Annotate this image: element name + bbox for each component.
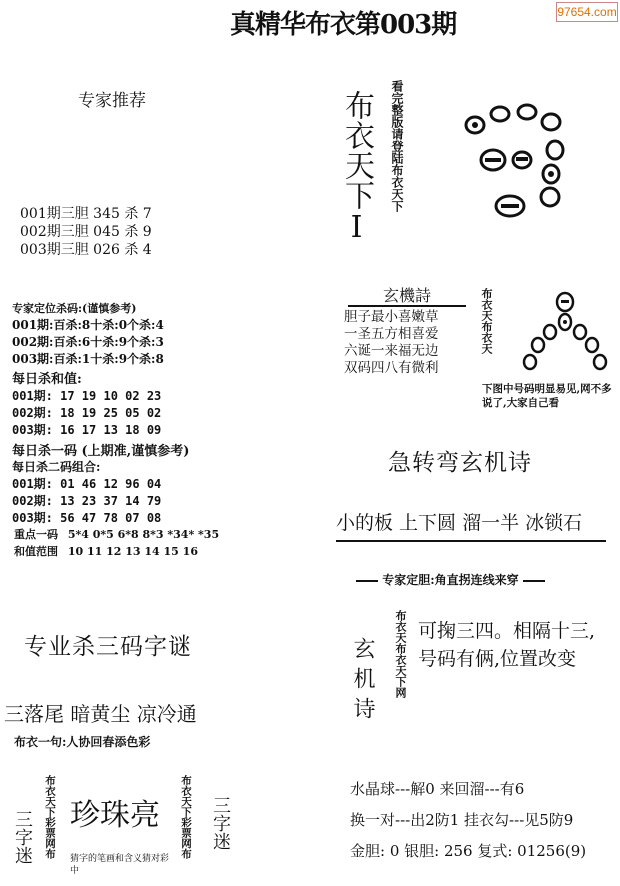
riddle-line: 三落尾 暗黄尘 凉冷通	[4, 702, 197, 726]
brand-vertical-left: 布衣天下彩票网布	[44, 775, 56, 859]
xuanji-ji-lines	[418, 617, 595, 673]
watermark: 97654.com	[556, 2, 618, 22]
expert-row: 002期三胆 045 杀 9	[20, 224, 152, 240]
sum-range-label: 和值范围	[14, 545, 58, 558]
daily-sum-block	[12, 371, 161, 439]
page-title: 真精华布衣第003期	[230, 10, 457, 40]
pearl-note: 猜字的笔画和含义猜对彩中	[70, 854, 170, 876]
daily-sum-row: 003期: 16 17 13 18 09	[12, 423, 162, 437]
expert-pick	[356, 571, 545, 588]
position-kill-row: 002期:百杀:6十杀:9个杀:3	[12, 335, 164, 349]
position-kill-row: 001期:百杀:8十杀:0个杀:4	[12, 318, 164, 332]
summary-row: 水晶球---解0 来回溜---有6	[350, 780, 525, 798]
turn-poem-line: 小的板 上下圆 溜一半 冰锁石	[336, 512, 583, 534]
xuanji-ji-label: 玄机诗	[350, 637, 375, 727]
xuanji-poem-line: 一圣五方相喜爱	[344, 326, 439, 342]
pearl-riddle: 珍珠亮	[70, 798, 160, 833]
bead-diagram-middle	[520, 290, 610, 375]
xuanji-side-brand: 布衣天布衣天	[480, 288, 493, 354]
daily-sum-row: 002期: 18 19 25 05 02	[12, 406, 162, 420]
daily-kill-one: 每日杀一码 (上期准,谨慎参考)	[12, 444, 190, 459]
xuanji-poem-lines	[344, 309, 470, 377]
position-kill-row: 003期:百杀:1十杀:9个杀:8	[12, 352, 164, 366]
daily-sum-row: 001期: 17 19 10 02 23	[12, 389, 162, 403]
summary-block	[350, 774, 586, 867]
summary-row: 换一对---出2防1 挂衣勾---见5防9	[350, 811, 574, 829]
daily-sum-title: 每日杀和值:	[12, 372, 82, 387]
xuanji-poem-title: 玄機詩	[348, 287, 466, 307]
daily-kill-two-block	[12, 459, 161, 527]
turn-poem-title: 急转弯玄机诗	[388, 450, 532, 476]
sum-range	[14, 543, 198, 559]
daily-kill-two-row: 002期: 13 23 37 14 79	[12, 494, 162, 508]
summary-row: 金胆: 0 银胆: 256 复式: 01256(9)	[350, 842, 587, 860]
daily-kill-two-row: 003期: 56 47 78 07 08	[12, 511, 162, 525]
bead-diagram-top	[455, 100, 575, 220]
three-char-riddle-right: 三字迷	[210, 796, 231, 850]
riddle-title: 专业杀三码字谜	[24, 634, 192, 660]
position-kill-title: 专家定位杀码:(谨慎参考)	[12, 302, 137, 315]
xuanji-poem-box	[344, 287, 470, 377]
daily-kill-two-row: 001期: 01 46 12 96 04	[12, 477, 162, 491]
buyi-tianxia-big: 布衣天下I	[339, 90, 374, 245]
xuanji-ji-side-brand: 布衣天布衣天下网	[394, 610, 407, 698]
sum-range-values: 10 11 12 13 14 15 16	[67, 545, 198, 558]
turn-poem-underline	[336, 540, 606, 542]
three-char-riddle-left: 三字迷	[12, 810, 33, 864]
daily-kill-two-title: 每日杀二码组合:	[12, 460, 101, 474]
buyi-tianxia-small: 看完整版请登陆布衣天下	[390, 80, 404, 212]
expert-row: 001期三胆 345 杀 7	[20, 206, 152, 222]
xuanji-ji-line: 号码有俩,位置改变	[418, 648, 577, 670]
expert-pick-text: 专家定胆:角直拐连线来穿	[382, 573, 519, 587]
expert-picks	[20, 205, 152, 259]
xuanji-poem-line: 六诞一来福无边	[344, 343, 439, 359]
position-kill-block	[12, 300, 164, 368]
buyi-sentence: 布衣一句:人协回春添色彩	[14, 735, 151, 749]
xuanji-ji-line: 可掬三四。相隔十三,	[418, 620, 596, 642]
brand-vertical-right: 布衣天下彩票网布	[180, 775, 192, 859]
expert-title: 专家推荐	[78, 91, 146, 111]
key-numbers	[14, 526, 219, 542]
key-numbers-values: 5*4 0*5 6*8 8*3 *34* *35	[67, 528, 220, 541]
key-numbers-label: 重点一码	[14, 528, 58, 541]
xuanji-poem-line: 双码四八有微利	[344, 360, 439, 376]
xuanji-note: 下图中号码明显易见,网不多说了,大家自己看	[482, 383, 612, 409]
expert-row: 003期三胆 026 杀 4	[20, 242, 152, 258]
xuanji-poem-line: 胆子最小喜嫩草	[344, 309, 439, 325]
